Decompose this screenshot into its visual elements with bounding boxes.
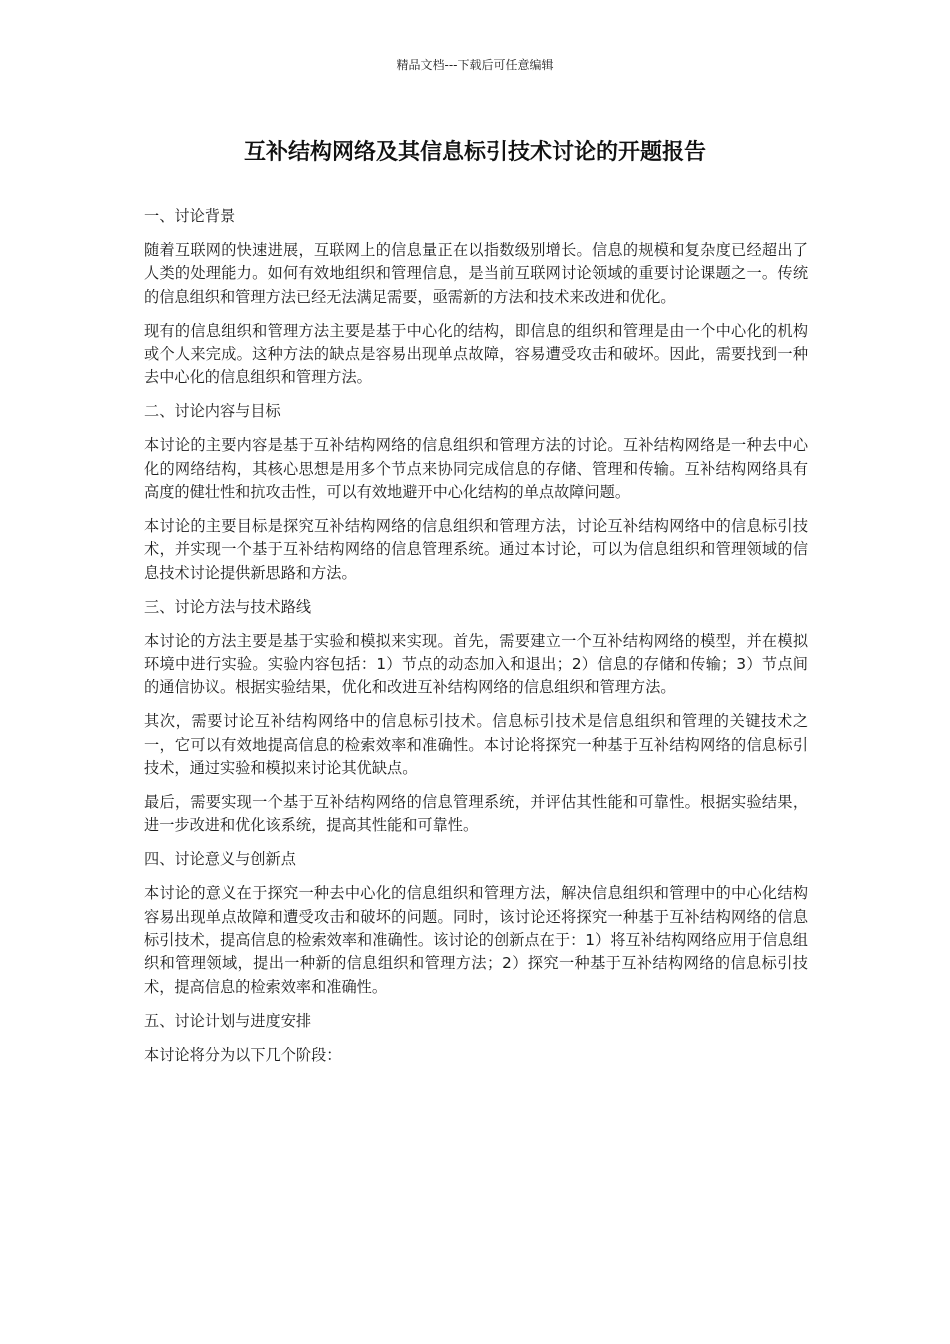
section-heading-content-goals: 二、讨论内容与目标	[144, 402, 281, 421]
section-heading-background: 一、讨论背景	[144, 207, 236, 225]
paragraph: 随着互联网的快速进展，互联网上的信息量正在以指数级别增长。信息的规模和复杂度已经超出了人类的处理能力。如何有效地组织和管理信息，是当前互联网讨论领域的重要讨论课题之一。传统的信息组织和管理方法已经无法满足需要，亟需新的方法和技术来改进和优化。	[144, 240, 808, 306]
section-heading-methods: 三、讨论方法与技术路线	[144, 597, 312, 616]
paragraph: 最后，需要实现一个基于互补结构网络的信息管理系统，并评估其性能和可靠性。根据实验结果，进一步改进和优化该系统，提高其性能和可靠性。	[144, 793, 808, 835]
paragraph: 现有的信息组织和管理方法主要是基于中心化的结构，即信息的组织和管理是由一个中心化的机构或个人来完成。这种方法的缺点是容易出现单点故障，容易遭受攻击和破坏。因此，需要找到一种去中心化的信息组织和管理方法。	[144, 321, 808, 387]
paragraph: 本讨论将分为以下几个阶段：	[144, 1045, 342, 1064]
paragraph: 本讨论的意义在于探究一种去中心化的信息组织和管理方法，解决信息组织和管理中的中心化结构容易出现单点故障和遭受攻击和破坏的问题。同时，该讨论还将探究一种基于互补结构网络的信息标引技术，提高信息的检索效率和准确性。该讨论的创新点在于：1）将互补结构网络应用于信息组织和管理领域，提出一种新的信息组织和管理方法；2）探究一种基于互补结构网络的信息标引技术，提高信息的检索效率和准确性。	[144, 884, 808, 996]
section-heading-significance: 四、讨论意义与创新点	[144, 850, 296, 869]
running-header: 精品文档---下载后可任意编辑	[396, 58, 554, 72]
paragraph: 本讨论的主要内容是基于互补结构网络的信息组织和管理方法的讨论。互补结构网络是一种去中心化的网络结构，其核心思想是用多个节点来协同完成信息的存储、管理和传输。互补结构网络具有高度的健壮性和抗攻击性，可以有效地避开中心化结构的单点故障问题。	[144, 436, 808, 502]
section-heading-plan: 五、讨论计划与进度安排	[144, 1011, 312, 1030]
paragraph: 本讨论的主要目标是探究互补结构网络的信息组织和管理方法，讨论互补结构网络中的信息标引技术，并实现一个基于互补结构网络的信息管理系统。通过本讨论，可以为信息组织和管理领域的信息技术讨论提供新思路和方法。	[144, 516, 808, 582]
document-body	[144, 205, 808, 1078]
paragraph: 本讨论的方法主要是基于实验和模拟来实现。首先，需要建立一个互补结构网络的模型，并在模拟环境中进行实验。实验内容包括：1）节点的动态加入和退出；2）信息的存储和传输；3）节点间的通信协议。根据实验结果，优化和改进互补结构网络的信息组织和管理方法。	[144, 631, 808, 697]
document-title: 互补结构网络及其信息标引技术讨论的开题报告	[243, 140, 706, 165]
paragraph: 其次，需要讨论互补结构网络中的信息标引技术。信息标引技术是信息组织和管理的关键技术之一，它可以有效地提高信息的检索效率和准确性。本讨论将探究一种基于互补结构网络的信息标引技术，通过实验和模拟来讨论其优缺点。	[144, 712, 808, 778]
